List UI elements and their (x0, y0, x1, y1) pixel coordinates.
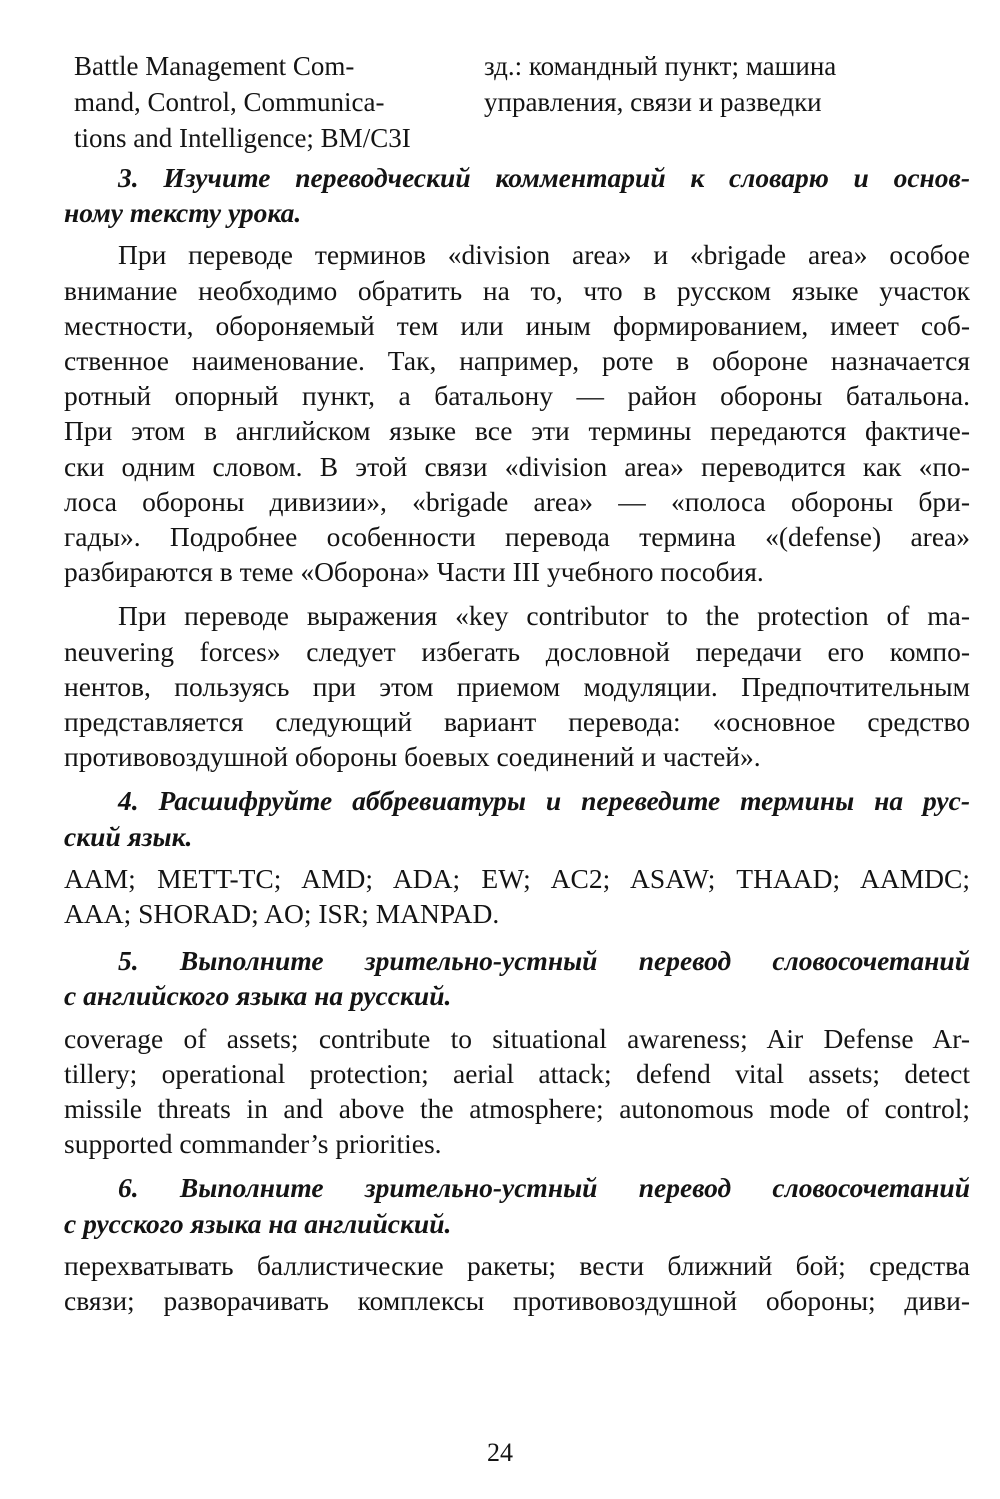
paragraph-line: лоса обороны дивизии», «brigade area» — «полоса обороны бри- (64, 485, 970, 517)
paragraph-line: местности, обороняемый тем или иным формированием, имеет соб- (64, 309, 970, 341)
paragraph-line: При переводе выражения «key contributor to the protection of ma- (118, 600, 970, 632)
heading-line: 5. Выполните зрительно-устный перевод словосочетаний (118, 945, 970, 977)
task6-heading (64, 1170, 970, 1240)
task3-paragraph-2 (64, 598, 970, 774)
paragraph-line: AAM; METT-TC; AMD; ADA; EW; AC2; ASAW; THAAD; AAMDC; (64, 862, 970, 894)
glossary-definition-line: зд.: командный пункт; машина (484, 51, 837, 81)
paragraph-line: При переводе терминов «division area» и «brigade area» особое (118, 239, 970, 271)
glossary-definition (484, 48, 954, 156)
paragraph-line: противовоздушной обороны боевых соединений и частей». (64, 741, 761, 773)
heading-line: ский язык. (64, 820, 193, 852)
paragraph-line: neuvering forces» следует избегать дословной передачи его компо- (64, 635, 970, 667)
paragraph-line: разбираются в теме «Оборона» Части III учебного пособия. (64, 556, 764, 588)
paragraph-line: ственное наименование. Так, например, роте в обороне назначается (64, 345, 970, 377)
paragraph-line: перехватывать баллистические ракеты; вести ближний бой; средства (64, 1249, 970, 1281)
paragraph-line: связи; разворачивать комплексы противовоздушной обороны; диви- (64, 1285, 970, 1317)
heading-line: с английского языка на русский. (64, 980, 452, 1012)
heading-line: с русского языка на английский. (64, 1207, 452, 1239)
glossary-term (74, 48, 484, 156)
heading-line: ному тексту урока. (64, 197, 302, 229)
paragraph-line: нентов, пользуясь при этом приемом модуляции. Предпочтительным (64, 670, 970, 702)
paragraph-line: ски одним словом. В этой связи «division area» переводится как «по- (64, 450, 970, 482)
glossary-definition-line: управления, связи и разведки (484, 87, 822, 117)
main-text (64, 160, 970, 1327)
paragraph-line: представляется следующий вариант перевода: «основное средство (64, 706, 970, 738)
task3-paragraph-1 (64, 237, 970, 589)
paragraph-line: coverage of assets; contribute to situational awareness; Air Defense Ar- (64, 1022, 970, 1054)
paragraph-line: supported commander’s priorities. (64, 1128, 442, 1160)
paragraph-line: AAA; SHORAD; AO; ISR; MANPAD. (64, 898, 500, 930)
task3-heading (64, 160, 970, 230)
task4-abbreviations (64, 861, 970, 931)
glossary-entry (74, 48, 954, 156)
glossary-term-line: mand, Control, Communica- (74, 87, 385, 117)
paragraph-line: гады». Подробнее особенности перевода термина «(defense) area» (64, 521, 970, 553)
glossary-term-line: tions and Intelligence; BM/C3I (74, 123, 411, 153)
paragraph-line: ротный опорный пункт, а батальону — район обороны батальона. (64, 380, 970, 412)
page-number: 24 (487, 1438, 513, 1467)
paragraph-line: missile threats in and above the atmosphere; autonomous mode of control; (64, 1093, 970, 1125)
heading-line: 6. Выполните зрительно-устный перевод словосочетаний (118, 1172, 970, 1204)
paragraph-line: внимание необходимо обратить на то, что в русском языке участок (64, 274, 970, 306)
paragraph-line: При этом в английском языке все эти термины передаются фактиче- (64, 415, 970, 447)
task5-phrases (64, 1021, 970, 1162)
heading-line: 4. Расшифруйте аббревиатуры и переведите термины на рус- (118, 785, 970, 817)
task6-phrases (64, 1248, 970, 1318)
glossary-term-line: Battle Management Com- (74, 51, 355, 81)
task5-heading (64, 943, 970, 1013)
task4-heading (64, 783, 970, 853)
paragraph-line: tillery; operational protection; aerial attack; defend vital assets; detect (64, 1057, 970, 1089)
heading-line: 3. Изучите переводческий комментарий к словарю и основ- (118, 162, 970, 193)
